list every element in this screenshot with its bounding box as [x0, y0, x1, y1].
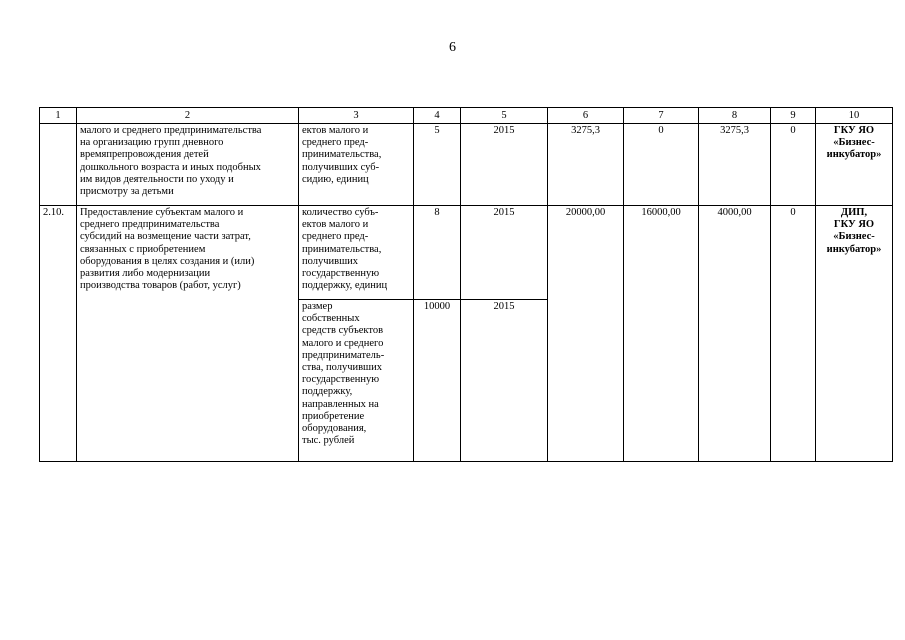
funding-local: 0: [771, 206, 816, 462]
header-cell-5: 5: [461, 108, 548, 124]
funding-local: 0: [771, 124, 816, 206]
row-number: 2.10.: [40, 206, 77, 462]
funding-regional: 4000,00: [699, 206, 771, 462]
executor: ДИП, ГКУ ЯО «Бизнес- инкубатор»: [816, 206, 893, 462]
header-cell-2: 2: [77, 108, 299, 124]
header-cell-8: 8: [699, 108, 771, 124]
program-table: [39, 107, 893, 462]
header-cell-10: 10: [816, 108, 893, 124]
year: 2015: [461, 300, 548, 462]
funding-federal: 0: [624, 124, 699, 206]
indicator-name: размер собственных средств субъектов малого и среднего предприниматель- ства, получивших государственную поддержку, направленных на приобретение оборудования, тыс. рублей: [299, 300, 414, 462]
header-row: [40, 108, 893, 124]
header-cell-3: 3: [299, 108, 414, 124]
indicator-name: ектов малого и среднего пред- принимательства, получивших суб- сидию, единиц: [299, 124, 414, 206]
funding-federal: 16000,00: [624, 206, 699, 462]
header-cell-6: 6: [548, 108, 624, 124]
executor: ГКУ ЯО «Бизнес- инкубатор»: [816, 124, 893, 206]
header-cell-9: 9: [771, 108, 816, 124]
year: 2015: [461, 206, 548, 300]
page-number: 6: [449, 40, 456, 55]
indicator-value: 10000: [414, 300, 461, 462]
measure-name: малого и среднего предпринимательства на организацию групп дневного времяпрепровождения детей дошкольного возраста и иных подобных им видов деятельности по уходу и присмотру за детьми: [77, 124, 299, 206]
header-cell-7: 7: [624, 108, 699, 124]
header-cell-1: 1: [40, 108, 77, 124]
table-row-continued: [40, 124, 893, 206]
row-number: [40, 124, 77, 206]
funding-total: 20000,00: [548, 206, 624, 462]
table-row-2-10: [40, 206, 893, 300]
indicator-value: 5: [414, 124, 461, 206]
funding-total: 3275,3: [548, 124, 624, 206]
measure-name: Предоставление субъектам малого и среднего предпринимательства субсидий на возмещение части затрат, связанных с приобретением оборудования в целях создания и (или) развития либо модернизации производства товаров (работ, услуг): [77, 206, 299, 462]
header-cell-4: 4: [414, 108, 461, 124]
funding-regional: 3275,3: [699, 124, 771, 206]
year: 2015: [461, 124, 548, 206]
indicator-value: 8: [414, 206, 461, 300]
indicator-name: количество субъ- ектов малого и среднего пред- принимательства, получивших государственную поддержку, единиц: [299, 206, 414, 300]
